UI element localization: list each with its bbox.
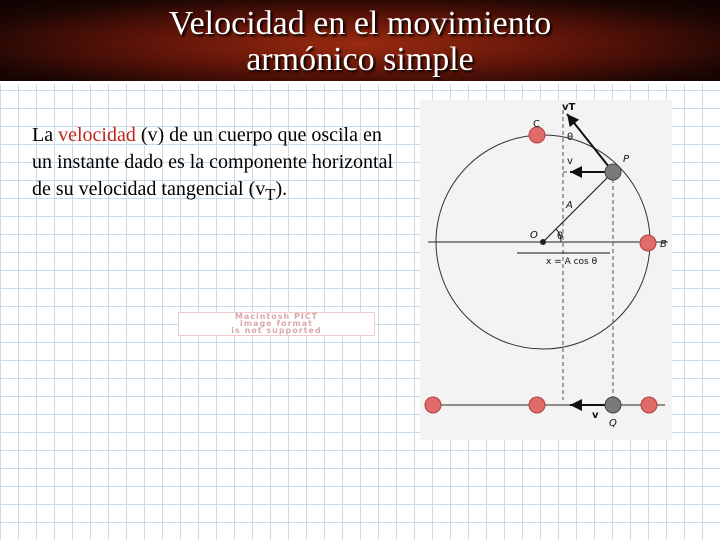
shm-diagram — [420, 100, 672, 440]
slide-title — [0, 0, 720, 84]
label-v-top: v — [567, 156, 573, 167]
label-v-bottom: v — [592, 410, 599, 421]
body-text-end: ). — [275, 178, 288, 200]
label-a: A — [566, 200, 573, 211]
body-paragraph — [32, 122, 404, 208]
point-b-ball — [640, 235, 656, 251]
label-c: C — [533, 119, 540, 130]
projection-ball-left — [425, 397, 441, 413]
label-p: P — [623, 154, 630, 165]
shm-diagram-svg — [420, 100, 672, 440]
label-q: Q — [609, 418, 617, 429]
unsupported-image-placeholder — [178, 312, 375, 336]
center-point — [540, 239, 546, 245]
point-q-ball — [605, 397, 621, 413]
label-theta-center: θ — [557, 231, 564, 242]
body-text-start: La — [32, 124, 59, 146]
label-x: x = A cos θ — [546, 257, 598, 267]
title-line-1: Velocidad en el movimiento — [168, 5, 552, 42]
projection-ball-right — [641, 397, 657, 413]
label-vt: vT — [562, 102, 576, 113]
projection-ball-mid — [529, 397, 545, 413]
label-b: B — [660, 239, 667, 250]
label-o: O — [530, 230, 538, 241]
placeholder-line-1: Macintosh PICT — [234, 312, 319, 321]
placeholder-line-3: is not supported — [231, 326, 322, 335]
highlight-velocidad: velocidad — [58, 124, 136, 146]
body-text-middle: (v) de un cuerpo que oscila en un instante dado es la componente horizontal de su velocidad tangencial (v — [32, 124, 394, 200]
title-line-2: armónico simple — [246, 41, 474, 78]
placeholder-line-2: image format — [240, 319, 313, 328]
point-p-ball — [605, 164, 621, 180]
label-theta-top: θ — [567, 132, 574, 143]
body-subscript: T — [265, 185, 276, 204]
diagram-background — [420, 100, 672, 440]
